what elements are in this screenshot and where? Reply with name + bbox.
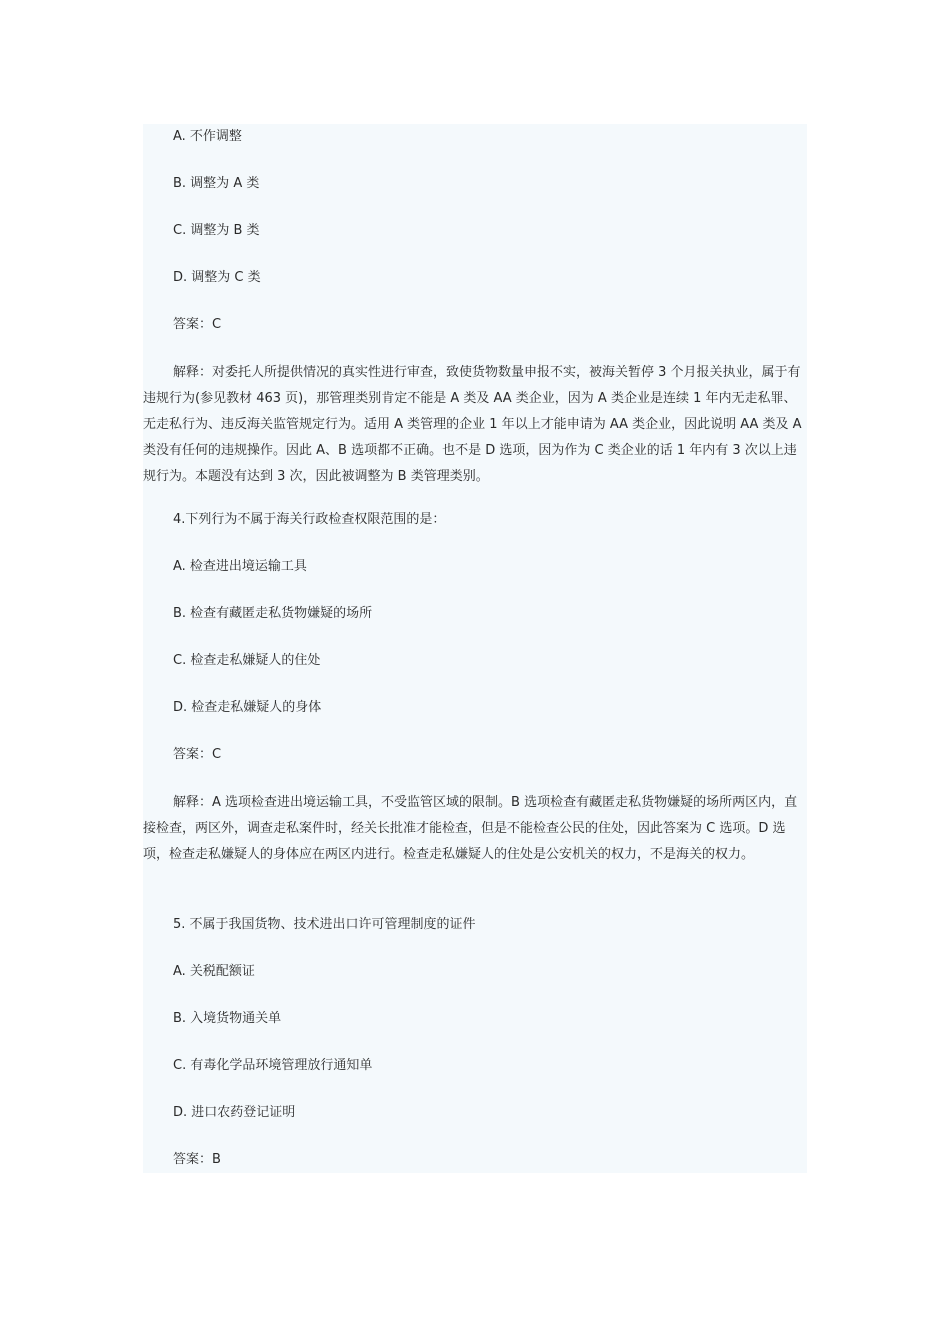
q4-explanation: 解释：A 选项检查进出境运输工具，不受监管区域的限制。B 选项检查有藏匿走私货物嫌疑的场所两区内，直接检查，两区外，调查走私案件时，经关长批准才能检查，但是不能检查公民的住处，因此答案为 C 选项。D 选项，检查走私嫌疑人的身体应在两区内进行。检查走私嫌疑人的住处是公安机关的权力，不是海关的权力。 — [143, 795, 798, 862]
q3-explanation: 解释：对委托人所提供情况的真实性进行审查，致使货物数量申报不实，被海关暂停 3 个月报关执业，属于有违规行为(参见教材 463 页)，那管理类别肯定不能是 A 类及 AA 类企业，因为 A 类企业是连续 1 年内无走私罪、无走私行为、违反海关监管规定行为。适用 A 类管理的企业 1 年以上才能申请为 AA 类企业，因此说明 AA 类及 A 类没有任何的违规操作。因此 A、B 选项都不正确。也不是 D 选项，因为作为 C 类企业的话 1 年内有 3 次以上违规行为。本题没有达到 3 次，因此被调整为 B 类管理类别。 — [143, 365, 802, 484]
q3-option-a: A. 不作调整 — [173, 129, 242, 144]
q5-answer: 答案：B — [173, 1152, 221, 1167]
q4-answer: 答案：C — [173, 747, 222, 762]
q4-option-d: D. 检查走私嫌疑人的身体 — [173, 700, 322, 715]
q4-question: 4.下列行为不属于海关行政检查权限范围的是： — [173, 512, 446, 527]
q3-option-d: D. 调整为 C 类 — [173, 270, 261, 285]
q5-option-a: A. 关税配额证 — [173, 964, 255, 979]
q4-option-c: C. 检查走私嫌疑人的住处 — [173, 653, 321, 668]
q3-option-c: C. 调整为 B 类 — [173, 223, 260, 238]
q5-option-b: B. 入境货物通关单 — [173, 1011, 282, 1026]
q5-question: 5. 不属于我国货物、技术进出口许可管理制度的证件 — [173, 917, 476, 932]
q4-option-b: B. 检查有藏匿走私货物嫌疑的场所 — [173, 606, 373, 621]
q5-option-d: D. 进口农药登记证明 — [173, 1105, 296, 1120]
q5-option-c: C. 有毒化学品环境管理放行通知单 — [173, 1058, 373, 1073]
q3-answer: 答案：C — [173, 317, 222, 332]
q4-option-a: A. 检查进出境运输工具 — [173, 559, 307, 574]
q3-option-b: B. 调整为 A 类 — [173, 176, 260, 191]
